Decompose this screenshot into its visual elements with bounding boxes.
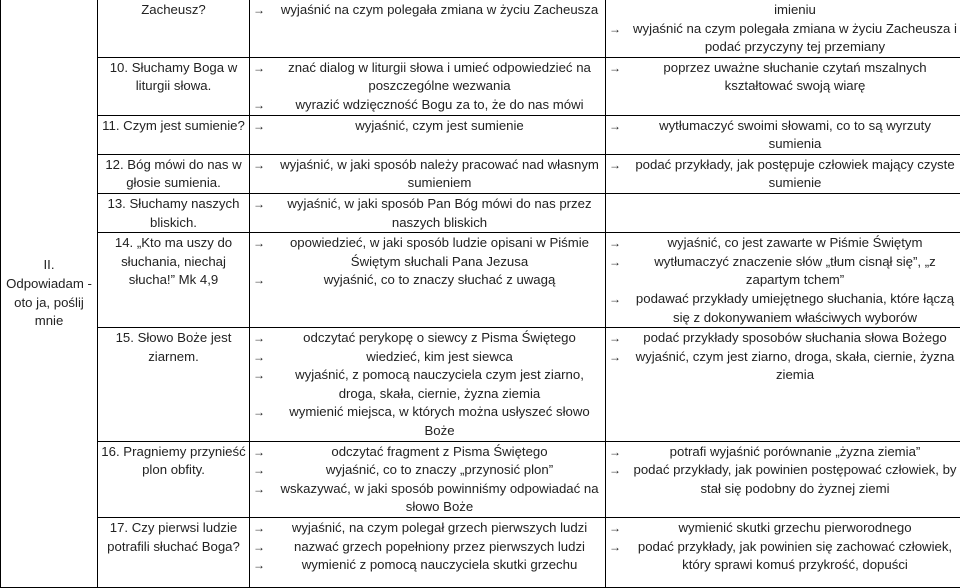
arrow-icon: → <box>253 538 277 557</box>
list-item: → wyjaśnić na czym polegała zmiana w życiu Zacheusza i podać przyczyny tej przemiany <box>609 20 957 57</box>
list-item: → podać przykłady, jak powinien postępować człowiek, by stał się podobny do żyznej ziemi <box>609 461 957 498</box>
extended-requirements <box>606 115 960 154</box>
arrow-icon: → <box>609 461 633 480</box>
lesson-title: 17. Czy pierwsi ludzie potrafili słuchać Boga? <box>98 518 250 588</box>
arrow-icon: → <box>253 443 277 462</box>
arrow-icon: → <box>253 366 277 385</box>
arrow-icon: → <box>253 234 277 253</box>
arrow-icon: → <box>609 117 633 136</box>
extended-requirements <box>606 57 960 115</box>
list-item: → wyjaśnić, co to znaczy „przynosić plon” <box>253 461 602 480</box>
arrow-icon: → <box>609 234 633 253</box>
list-item: → wiedzieć, kim jest siewca <box>253 348 602 367</box>
arrow-icon: → <box>609 519 633 538</box>
basic-requirements <box>250 193 606 232</box>
arrow-icon: → <box>253 117 277 136</box>
table-row <box>1 154 960 193</box>
arrow-icon: → <box>253 156 277 175</box>
arrow-icon: → <box>253 403 277 422</box>
list-item: → nazwać grzech popełniony przez pierwszych ludzi <box>253 538 602 557</box>
arrow-icon: → <box>609 59 633 78</box>
list-item: → wyjaśnić, czym jest sumienie <box>253 117 602 136</box>
arrow-icon: → <box>609 290 633 309</box>
list-item: → wytłumaczyć swoimi słowami, co to są wyrzuty sumienia <box>609 117 957 154</box>
table-body <box>1 0 960 588</box>
arrow-icon: → <box>609 156 633 175</box>
list-item: → podawać przykłady umiejętnego słuchania, które łączą się z dokonywaniem właściwych wyborów <box>609 290 957 327</box>
table-row <box>1 441 960 517</box>
arrow-icon: → <box>253 59 277 78</box>
lesson-title: 13. Słuchamy naszych bliskich. <box>98 193 250 232</box>
table-row <box>1 115 960 154</box>
arrow-icon: → <box>253 348 277 367</box>
basic-requirements <box>250 115 606 154</box>
list-item: → wyjaśnić, w jaki sposób należy pracować nad własnym sumieniem <box>253 156 602 193</box>
basic-requirements <box>250 57 606 115</box>
lesson-title: 11. Czym jest sumienie? <box>98 115 250 154</box>
basic-requirements <box>250 518 606 588</box>
extended-requirements <box>606 233 960 328</box>
lesson-title: Zacheusz? <box>98 0 250 57</box>
list-item: → wyjaśnić, co jest zawarte w Piśmie Świętym <box>609 234 957 253</box>
unit-title: II. Odpowiadam - oto ja, poślij mnie <box>1 0 98 588</box>
lesson-title: 16. Pragniemy przynieść plon obfity. <box>98 441 250 517</box>
list-item: → wyjaśnić, czym jest ziarno, droga, skała, ciernie, żyzna ziemia <box>609 348 957 385</box>
extended-requirements <box>606 518 960 588</box>
list-item: → wyjaśnić, co to znaczy słuchać z uwagą <box>253 271 602 290</box>
list-item: → potrafi wyjaśnić porównanie „żyzna ziemia” <box>609 443 957 462</box>
arrow-icon: → <box>253 1 277 20</box>
list-item: → wyrazić wdzięczność Bogu za to, że do nas mówi <box>253 96 602 115</box>
table-row <box>1 193 960 232</box>
arrow-icon: → <box>253 556 277 575</box>
extended-requirements <box>606 0 960 57</box>
list-item: → podać przykłady, jak powinien się zachować człowiek, który sprawi komuś przykrość, dopuści <box>609 538 957 575</box>
list-item: → wyjaśnić, z pomocą nauczyciela czym jest ziarno, droga, skała, ciernie, żyzna ziemia <box>253 366 602 403</box>
extended-requirements <box>606 193 960 232</box>
list-item: → wymienić z pomocą nauczyciela skutki grzechu <box>253 556 602 575</box>
arrow-icon: → <box>609 20 633 39</box>
extended-requirements <box>606 441 960 517</box>
table-row <box>1 518 960 588</box>
table-row <box>1 328 960 442</box>
arrow-icon: → <box>253 519 277 538</box>
arrow-icon: → <box>253 480 277 499</box>
table-row <box>1 57 960 115</box>
extended-requirements <box>606 154 960 193</box>
arrow-icon: → <box>253 271 277 290</box>
list-item: → wymienić skutki grzechu pierworodnego <box>609 519 957 538</box>
list-item: → odczytać fragment z Pisma Świętego <box>253 443 602 462</box>
basic-requirements <box>250 441 606 517</box>
list-item: → poprzez uważne słuchanie czytań mszalnych kształtować swoją wiarę <box>609 59 957 96</box>
list-item: → wyjaśnić na czym polegała zmiana w życiu Zacheusza <box>253 1 602 20</box>
arrow-icon: → <box>253 329 277 348</box>
list-item: → opowiedzieć, w jaki sposób ludzie opisani w Piśmie Świętym słuchali Pana Jezusa <box>253 234 602 271</box>
list-item: → wyjaśnić, w jaki sposób Pan Bóg mówi do nas przez naszych bliskich <box>253 195 602 232</box>
extended-requirements <box>606 328 960 442</box>
arrow-icon: → <box>609 348 633 367</box>
basic-requirements <box>250 0 606 57</box>
basic-requirements <box>250 154 606 193</box>
arrow-icon: → <box>609 253 633 272</box>
arrow-icon: → <box>609 329 633 348</box>
list-item: → wskazywać, w jaki sposób powinniśmy odpowiadać na słowo Boże <box>253 480 602 517</box>
list-item: → odczytać perykopę o siewcy z Pisma Świętego <box>253 329 602 348</box>
lesson-title: 14. „Kto ma uszy do słuchania, niechaj słucha!” Mk 4,9 <box>98 233 250 328</box>
list-item: imieniu <box>609 1 957 20</box>
list-item: → podać przykłady, jak postępuje człowiek mający czyste sumienie <box>609 156 957 193</box>
lesson-title: 12. Bóg mówi do nas w głosie sumienia. <box>98 154 250 193</box>
lesson-title: 10. Słuchamy Boga w liturgii słowa. <box>98 57 250 115</box>
list-item: → wyjaśnić, na czym polegał grzech pierwszych ludzi <box>253 519 602 538</box>
arrow-icon: → <box>253 195 277 214</box>
arrow-icon: → <box>253 461 277 480</box>
list-item: → znać dialog w liturgii słowa i umieć odpowiedzieć na poszczególne wezwania <box>253 59 602 96</box>
lesson-title: 15. Słowo Boże jest ziarnem. <box>98 328 250 442</box>
list-item: → wytłumaczyć znaczenie słów „tłum cisnął się”, „z zapartym tchem” <box>609 253 957 290</box>
arrow-icon: → <box>609 538 633 557</box>
basic-requirements <box>250 328 606 442</box>
table-row <box>1 0 960 57</box>
arrow-icon: → <box>253 96 277 115</box>
list-item: → wymienić miejsca, w których można usłyszeć słowo Boże <box>253 403 602 440</box>
basic-requirements <box>250 233 606 328</box>
arrow-icon: → <box>609 443 633 462</box>
list-item: → podać przykłady sposobów słuchania słowa Bożego <box>609 329 957 348</box>
table-row <box>1 233 960 328</box>
